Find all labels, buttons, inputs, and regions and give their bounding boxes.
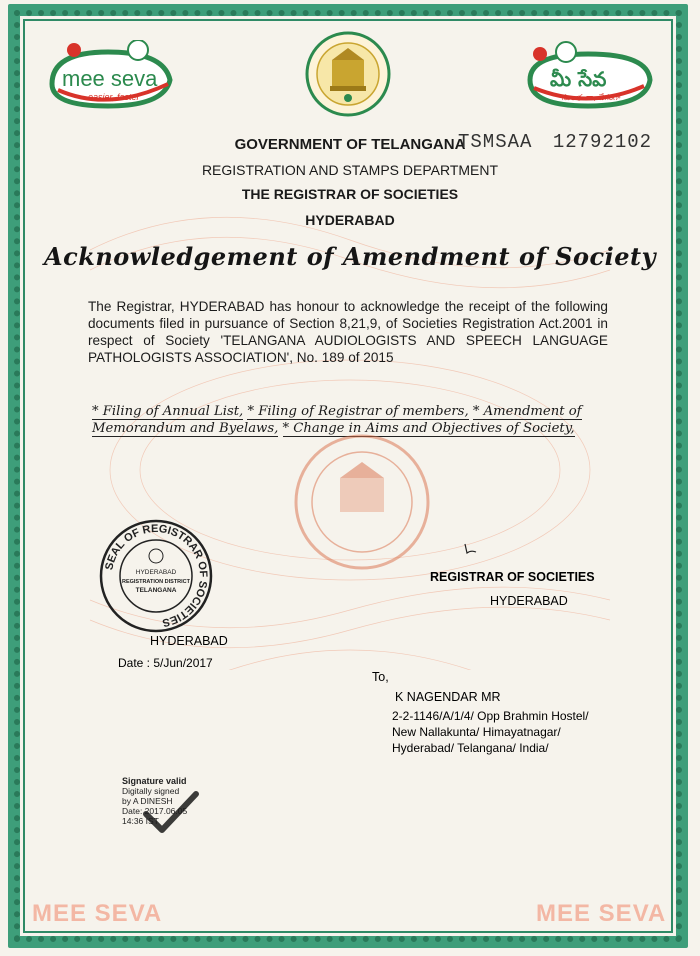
seal-ring-text: SEAL OF REGISTRAR OF SOCIETIES — [103, 522, 210, 629]
signature-line: Date: 2017.06.05 — [122, 806, 188, 816]
signature-line: 14:36 IST — [122, 816, 159, 826]
document-title: Acknowledgement of Amendment of Society — [43, 242, 657, 271]
document-item: * Filing of Annual List, — [92, 404, 244, 419]
government-stamp — [290, 432, 434, 572]
document-item: * Change in Aims and Objectives of Society, — [282, 421, 575, 436]
meeseva-logo — [48, 40, 180, 112]
signature-line: by A DINESH — [122, 796, 173, 806]
seal-line-2: REGISTRATION DISTRICT — [121, 579, 191, 585]
serial-prefix: TSMSAA — [458, 131, 533, 153]
department-heading: REGISTRATION AND STAMPS DEPARTMENT — [201, 162, 499, 178]
city-heading: HYDERABAD — [305, 212, 395, 228]
issue-city: HYDERABAD — [150, 634, 228, 648]
signatory-city: HYDERABAD — [490, 594, 568, 608]
meeseva-watermark-left: MEE SEVA — [32, 900, 163, 927]
acknowledgement-body: The Registrar, HYDERABAD has honour to acknowledge the receipt of the following documents filed in pursuance of Section 8,21,9, of Societies Registration Act.2001 in respect of Society 'TELANGANA AUDIOLOGISTS AND SPEECH LANGUAGE PATHOLOGISTS ASSOCIATION', No. 189 of 2015 — [88, 299, 608, 365]
seal-line-3: TELANGANA — [135, 587, 177, 594]
telugu-logo-tagline: సులభంగా, వేగంగా — [562, 93, 621, 102]
meeseva-telugu-logo — [522, 40, 654, 112]
serial-number — [458, 131, 652, 153]
handwritten-initial — [462, 542, 478, 556]
signature-line: Digitally signed — [122, 786, 180, 796]
to-label: To, — [372, 670, 389, 684]
recipient-name: K NAGENDAR MR — [395, 690, 501, 704]
government-heading: GOVERNMENT OF TELANGANA — [234, 136, 466, 153]
recipient-address: 2-2-1146/A/1/4/ Opp Brahmin Hostel/ New Nallakunta/ Himayatnagar/ Hyderabad/ Telangana/ India/ — [392, 709, 589, 755]
registrar-heading: THE REGISTRAR OF SOCIETIES — [241, 186, 459, 202]
meeseva-logo-text: mee seva — [62, 66, 158, 91]
signatory-title: REGISTRAR OF SOCIETIES — [430, 570, 595, 584]
serial-digits: 12792102 — [552, 131, 653, 153]
telangana-emblem — [304, 30, 392, 118]
issue-date: Date : 5/Jun/2017 — [118, 656, 213, 670]
registrar-seal — [98, 518, 214, 634]
meeseva-watermark-right: MEE SEVA — [536, 900, 667, 927]
seal-line-1: HYDERABAD — [135, 569, 177, 576]
signature-status: Signature valid — [122, 776, 187, 786]
meeseva-logo-tagline: easier, faster — [88, 92, 140, 102]
document-item: * Filing of Registrar of members, — [247, 404, 469, 419]
telugu-logo-text: మీ సేవ — [550, 67, 607, 91]
document-item: * Amendment of Memorandum and Byelaws, — [92, 404, 582, 436]
signature-check-icon — [140, 790, 200, 834]
